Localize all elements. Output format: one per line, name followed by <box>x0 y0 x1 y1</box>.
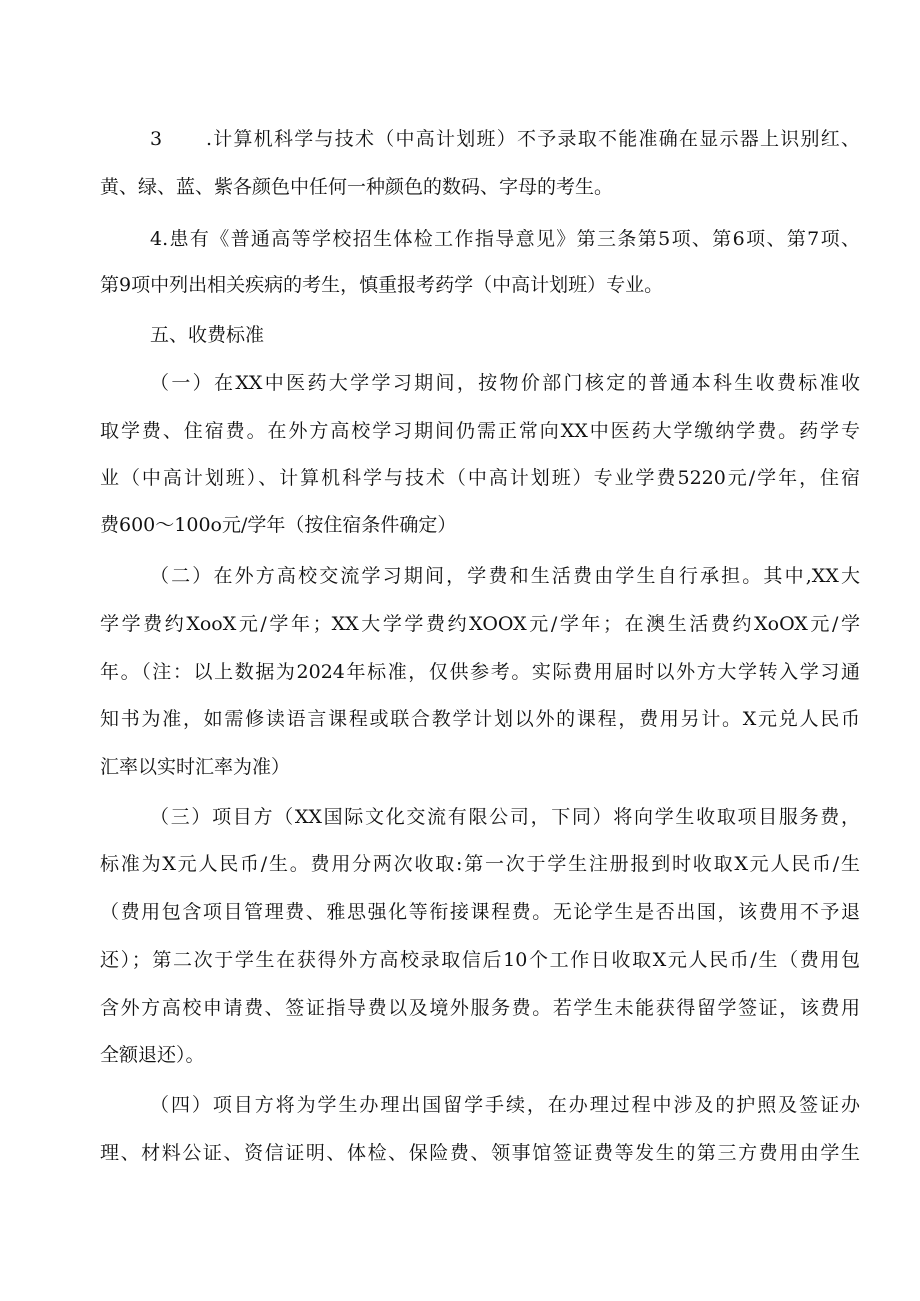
para1-line-4: 费600～100o元/学年（按住宿条件确定） <box>100 514 457 536</box>
para3-line-1: （三）项目方（XX国际文化交流有限公司，下同）将向学生收取项目服务费， <box>150 806 860 828</box>
para2-line-1: （二）在外方高校交流学习期间，学费和生活费由学生自行承担。其中,XX大 <box>150 565 860 587</box>
para2-line-3: 年。（注：以上数据为2024年标准，仅供参考。实际费用届时以外方大学转入学习通 <box>100 661 860 683</box>
item3-number: 3 <box>150 128 163 150</box>
para3-line-6: 全额退还）。 <box>100 1044 205 1066</box>
section-heading: 五、收费标准 <box>150 324 265 346</box>
para2-line-2: 学学费约XooX元/学年；XX大学学费约XOOX元/学年；在澳生活费约XoOX元/学 <box>100 613 860 635</box>
item4-line-2: 第9项中列出相关疾病的考生，慎重报考药学（中高计划班）专业。 <box>100 274 664 296</box>
para3-line-2: 标准为X元人民币/生。费用分两次收取:第一次于学生注册报到时收取X元人民币/生 <box>100 853 860 875</box>
item3-line-2: 黄、绿、蓝、紫各颜色中任何一种颜色的数码、字母的考生。 <box>100 176 614 198</box>
para3-line-3: （费用包含项目管理费、雅思强化等衔接课程费。无论学生是否出国，该费用不予退 <box>100 901 860 923</box>
para1-line-2: 取学费、住宿费。在外方高校学习期间仍需正常向XX中医药大学缴纳学费。药学专 <box>100 420 860 442</box>
para2-line-4: 知书为准，如需修读语言课程或联合教学计划以外的课程，费用另计。X元兑人民币 <box>100 708 860 730</box>
para1-line-1: （一）在XX中医药大学学习期间，按物价部门核定的普通本科生收费标准收 <box>150 372 860 394</box>
para1-line-3: 业（中高计划班）、计算机科学与技术（中高计划班）专业学费5220元/学年，住宿 <box>100 467 860 489</box>
para3-line-5: 含外方高校申请费、签证指导费以及境外服务费。若学生未能获得留学签证，该费用 <box>100 997 860 1019</box>
para4-line-1: （四）项目方将为学生办理出国留学手续，在办理过程中涉及的护照及签证办 <box>150 1094 860 1116</box>
para2-line-5: 汇率以实时汇率为准） <box>100 756 291 778</box>
item4-line-1: 4.患有《普通高等学校招生体检工作指导意见》第三条第5项、第6项、第7项、 <box>150 228 860 250</box>
para3-line-4: 还）；第二次于学生在获得外方高校录取信后10个工作日收取X元人民币/生（费用包 <box>100 949 860 971</box>
para4-line-2: 理、材料公证、资信证明、体检、保险费、领事馆签证费等发生的第三方费用由学生 <box>100 1142 860 1164</box>
item3-line-1: .计算机科学与技术（中高计划班）不予录取不能准确在显示器上识别红、 <box>206 128 860 150</box>
